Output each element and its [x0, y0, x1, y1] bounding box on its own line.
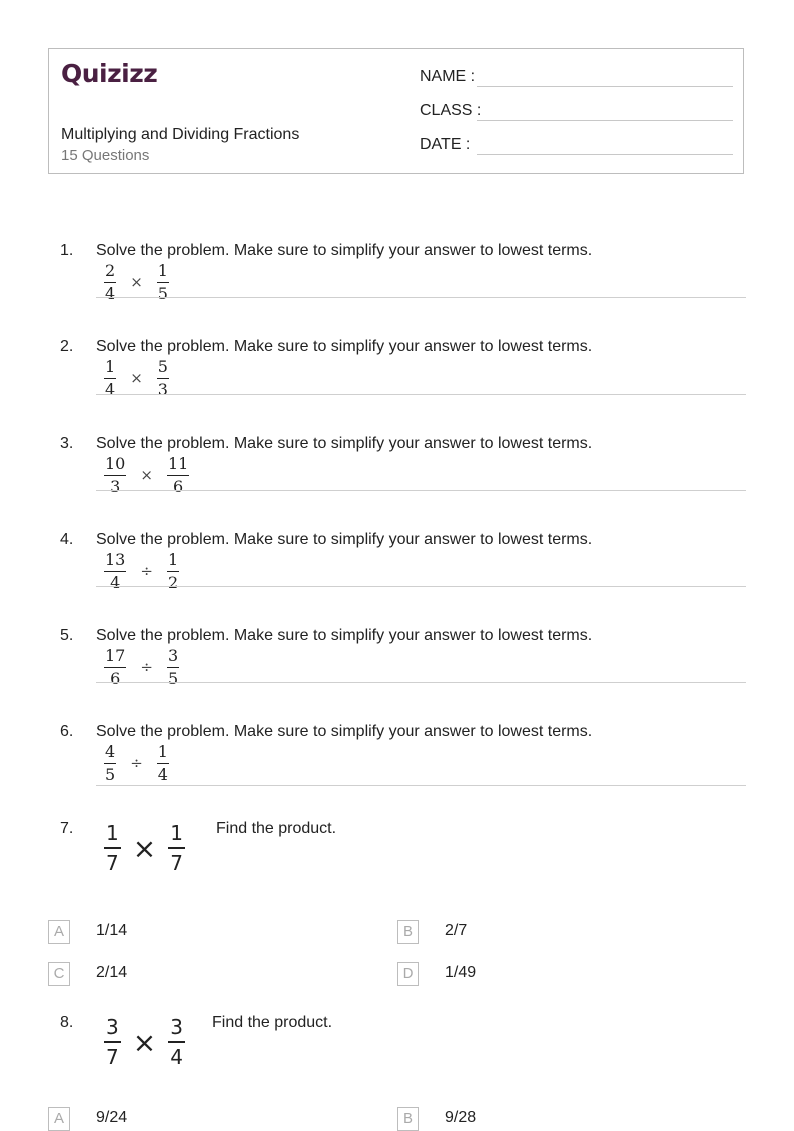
- denominator: 7: [170, 851, 183, 875]
- fraction: [157, 356, 169, 399]
- option-letter: C: [48, 962, 70, 986]
- question-number: 2.: [60, 338, 74, 355]
- fraction: [168, 823, 185, 873]
- question-text: Solve the problem. Make sure to simplify your answer to lowest terms.: [96, 242, 593, 259]
- option-letter: A: [48, 1107, 70, 1131]
- option-letter: B: [397, 1107, 419, 1131]
- question-number: 3.: [60, 435, 74, 452]
- numerator: 3: [167, 648, 179, 668]
- date-line[interactable]: [477, 154, 733, 155]
- option-value: 1/14: [96, 922, 128, 939]
- numerator: 11: [167, 456, 189, 476]
- numerator: 1: [167, 552, 179, 572]
- class-line[interactable]: [477, 120, 733, 121]
- times-operator: ×: [132, 831, 157, 865]
- question-text: Solve the problem. Make sure to simplify your answer to lowest terms.: [96, 531, 593, 548]
- denominator: 6: [173, 476, 184, 496]
- numerator: 5: [157, 359, 169, 379]
- option-letter: B: [397, 920, 419, 944]
- date-label: DATE :: [420, 136, 471, 153]
- fraction-expression: [104, 820, 185, 876]
- operator: ×: [130, 273, 143, 291]
- numerator: 1: [168, 823, 185, 849]
- worksheet-header: [48, 48, 744, 174]
- denominator: 3: [157, 379, 168, 399]
- answer-line[interactable]: [96, 394, 746, 395]
- denominator: 4: [170, 1045, 183, 1069]
- numerator: 3: [168, 1017, 185, 1043]
- fraction: [167, 549, 179, 592]
- question-number: 5.: [60, 627, 74, 644]
- times-operator: ×: [132, 1025, 157, 1059]
- fraction-expression: [104, 358, 169, 398]
- fraction: [104, 356, 116, 399]
- fraction: [104, 260, 116, 303]
- name-field[interactable]: [420, 68, 475, 86]
- numerator: 10: [104, 456, 126, 476]
- denominator: 4: [110, 572, 121, 592]
- answer-line[interactable]: [96, 682, 746, 683]
- option-letter: A: [48, 920, 70, 944]
- denominator: 5: [105, 764, 116, 784]
- answer-line[interactable]: [96, 785, 746, 786]
- option-value: 9/24: [96, 1109, 128, 1126]
- numerator: 4: [104, 744, 116, 764]
- numerator: 1: [157, 744, 169, 764]
- option-value: 9/28: [445, 1109, 477, 1126]
- class-label: CLASS :: [420, 102, 482, 119]
- denominator: 6: [110, 668, 121, 688]
- denominator: 5: [157, 283, 168, 303]
- numerator: 2: [104, 263, 116, 283]
- fraction: [157, 741, 169, 784]
- question-count: 15 Questions: [61, 147, 150, 164]
- denominator: 4: [157, 764, 168, 784]
- question-text: Solve the problem. Make sure to simplify your answer to lowest terms.: [96, 627, 593, 644]
- fraction: [104, 549, 126, 592]
- option-value: 1/49: [445, 964, 477, 981]
- numerator: 3: [104, 1017, 121, 1043]
- numerator: 1: [157, 263, 169, 283]
- question-number: 8.: [60, 1014, 74, 1031]
- answer-line[interactable]: [96, 297, 746, 298]
- worksheet-title: Multiplying and Dividing Fractions: [61, 126, 300, 143]
- operator: ×: [140, 466, 153, 484]
- question-prompt: Find the product.: [212, 1014, 333, 1031]
- fraction: [104, 1017, 121, 1067]
- fraction-expression: [104, 262, 169, 302]
- operator: ×: [130, 369, 143, 387]
- answer-line[interactable]: [96, 586, 746, 587]
- fraction-expression: [104, 551, 179, 591]
- fraction: [157, 260, 169, 303]
- name-label: NAME :: [420, 68, 476, 85]
- fraction-expression: [104, 647, 179, 687]
- fraction: [167, 453, 189, 496]
- question-text: Solve the problem. Make sure to simplify your answer to lowest terms.: [96, 723, 593, 740]
- fraction-expression: [104, 743, 169, 783]
- denominator: 3: [110, 476, 121, 496]
- class-field[interactable]: [420, 102, 481, 120]
- fraction: [104, 823, 121, 873]
- fraction: [104, 741, 116, 784]
- question-number: 6.: [60, 723, 74, 740]
- fraction: [104, 645, 126, 688]
- fraction: [167, 645, 179, 688]
- operator: ÷: [140, 658, 153, 676]
- denominator: 5: [167, 668, 179, 688]
- fraction-expression: [104, 1014, 185, 1070]
- operator: ÷: [130, 754, 143, 772]
- question-number: 4.: [60, 531, 74, 548]
- numerator: 1: [104, 359, 116, 379]
- denominator: 7: [106, 851, 119, 875]
- question-text: Solve the problem. Make sure to simplify your answer to lowest terms.: [96, 435, 593, 452]
- question-text: Solve the problem. Make sure to simplify your answer to lowest terms.: [96, 338, 593, 355]
- date-field[interactable]: [420, 136, 470, 154]
- denominator: 7: [106, 1045, 119, 1069]
- fraction-expression: [104, 455, 189, 495]
- name-line[interactable]: [477, 86, 733, 87]
- operator: ÷: [140, 562, 153, 580]
- option-value: 2/7: [445, 922, 468, 939]
- fraction: [168, 1017, 185, 1067]
- option-value: 2/14: [96, 964, 128, 981]
- option-letter: D: [397, 962, 419, 986]
- fraction: [104, 453, 126, 496]
- denominator: 4: [105, 283, 116, 303]
- quizizz-logo: Quizizz: [61, 59, 158, 88]
- denominator: 4: [105, 379, 116, 399]
- question-prompt: Find the product.: [216, 820, 337, 837]
- question-number: 7.: [60, 820, 74, 837]
- numerator: 13: [104, 552, 126, 572]
- numerator: 17: [104, 648, 126, 668]
- denominator: 2: [167, 572, 179, 592]
- answer-line[interactable]: [96, 490, 746, 491]
- numerator: 1: [104, 823, 121, 849]
- question-number: 1.: [60, 242, 74, 259]
